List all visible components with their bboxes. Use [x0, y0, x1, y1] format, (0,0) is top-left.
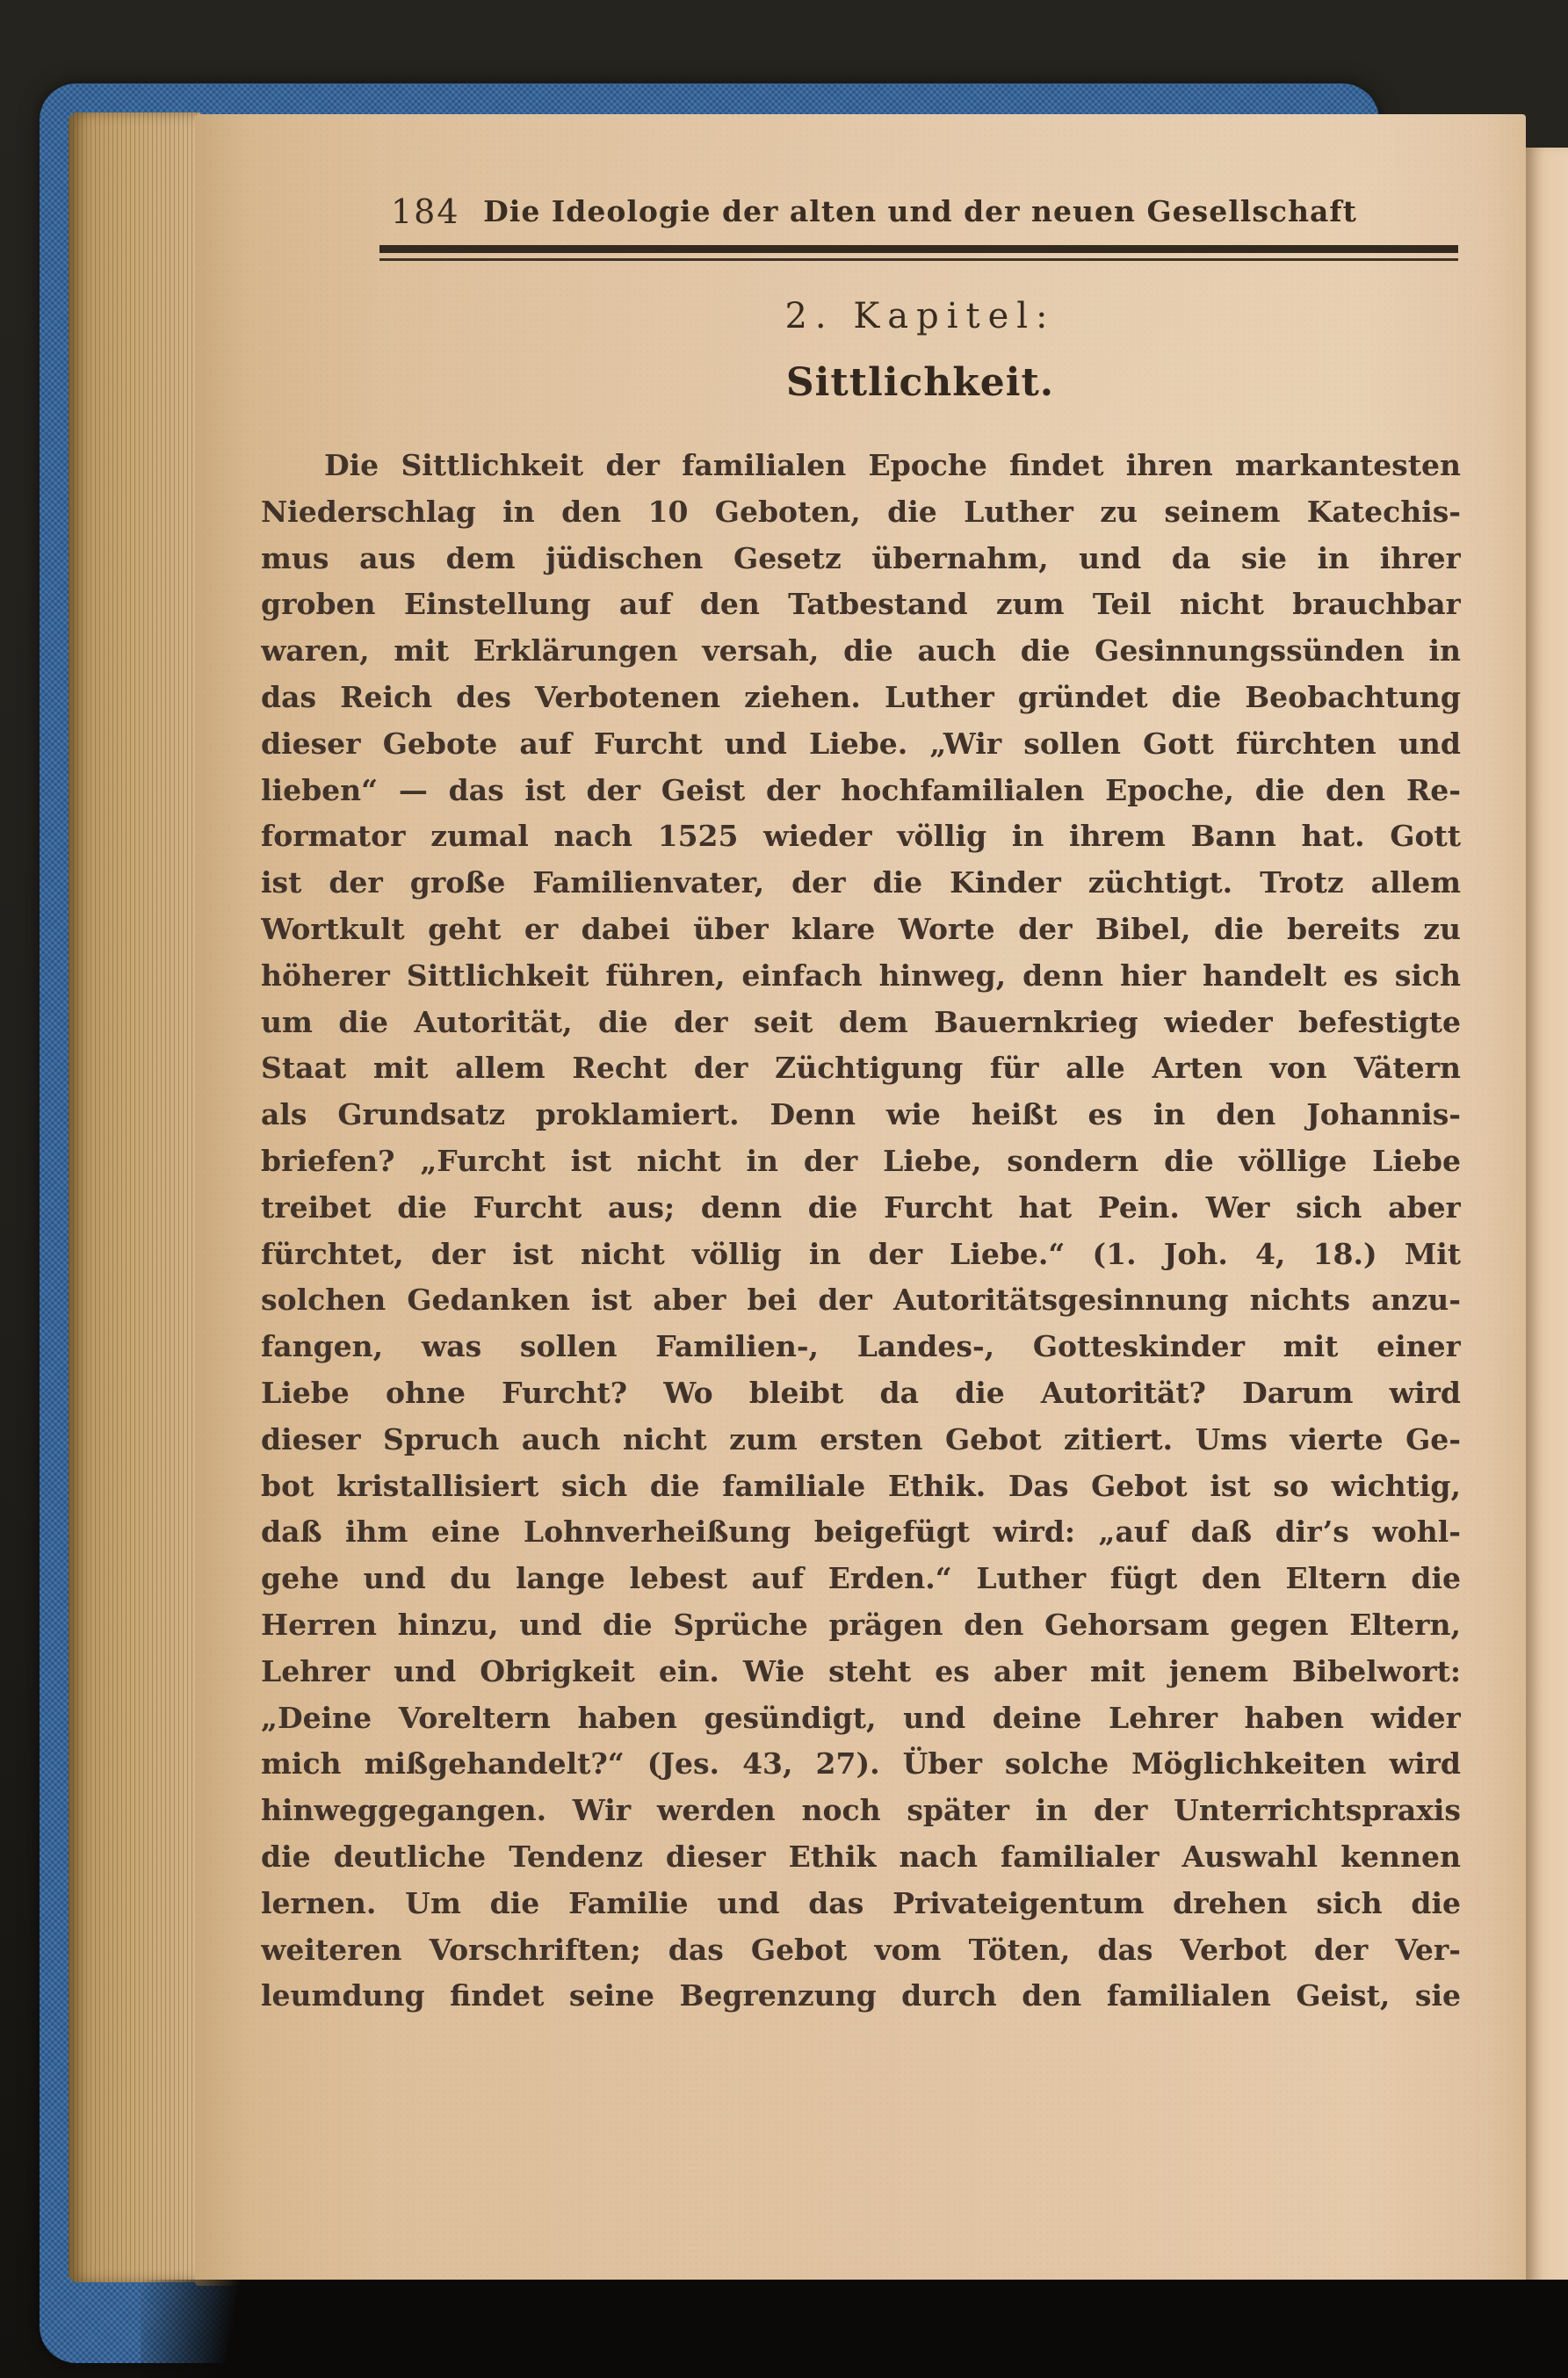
running-title: Die Ideologie der alten und der neuen Gesellschaft	[483, 194, 1357, 228]
gutter-page-sliver	[1526, 148, 1568, 2293]
paragraph-line: hinweggegangen. Wir werden noch später in der Unterrichtspraxis	[261, 1793, 1461, 1828]
header-rule-thick	[379, 245, 1458, 253]
paragraph-line: die deutliche Tendenz dieser Ethik nach familialer Auswahl kennen	[261, 1839, 1461, 1874]
paragraph-line: um die Autorität, die der seit dem Bauernkrieg wieder befestigte	[261, 1004, 1461, 1039]
paragraph-line: mich mißgehandelt?“ (Jes. 43, 27). Über solche Möglichkeiten wird	[261, 1746, 1461, 1782]
paragraph-line: briefen? „Furcht ist nicht in der Liebe, sondern die völlige Liebe	[261, 1143, 1461, 1178]
paragraph-line: waren, mit Erklärungen versah, die auch die Gesinnungssünden in	[261, 633, 1461, 669]
chapter-title: Sittlichkeit.	[785, 360, 1055, 405]
paragraph-line: Lehrer und Obrigkeit ein. Wie steht es aber mit jenem Bibelwort:	[261, 1653, 1461, 1688]
book-page	[195, 114, 1526, 2286]
page-edge-stack	[69, 112, 200, 2282]
paragraph-line: dieser Spruch auch nicht zum ersten Gebot zitiert. Ums vierte Ge-	[261, 1421, 1461, 1456]
paragraph-line: solchen Gedanken ist aber bei der Autoritätsgesinnung nichts anzu-	[261, 1283, 1461, 1318]
paragraph-line: höherer Sittlichkeit führen, einfach hinweg, denn hier handelt es sich	[261, 958, 1461, 993]
paragraph-line: groben Einstellung auf den Tatbestand zum Teil nicht brauchbar	[261, 587, 1461, 622]
paragraph-line: Staat mit allem Recht der Züchtigung für alle Arten von Vätern	[261, 1051, 1461, 1086]
paragraph-line: „Deine Voreltern haben gesündigt, und deine Lehrer haben wider	[261, 1700, 1461, 1735]
paragraph-line: mus aus dem jüdischen Gesetz übernahm, und da sie in ihrer	[261, 540, 1461, 575]
paragraph-line: Liebe ohne Furcht? Wo bleibt da die Autorität? Darum wird	[261, 1375, 1461, 1410]
page-bottom-shadow	[141, 2280, 1568, 2378]
header-rule-thin	[379, 258, 1458, 261]
paragraph-line: gehe und du lange lebest auf Erden.“ Luther fügt den Eltern die	[261, 1561, 1461, 1596]
paragraph-line: formator zumal nach 1525 wieder völlig in ihrem Bann hat. Gott	[261, 819, 1461, 854]
page-number: 184	[391, 192, 460, 231]
paragraph-line: als Grundsatz proklamiert. Denn wie heißt es in den Johannis-	[261, 1097, 1461, 1132]
paragraph-line: Wortkult geht er dabei über klare Worte der Bibel, die bereits zu	[261, 911, 1461, 946]
paragraph-line: treibet die Furcht aus; denn die Furcht hat Pein. Wer sich aber	[261, 1189, 1461, 1225]
paragraph-line: lieben“ — das ist der Geist der hochfamilialen Epoche, die den Re-	[261, 772, 1461, 807]
paragraph-line: lernen. Um die Familie und das Privateigentum drehen sich die	[261, 1885, 1461, 1920]
paragraph-line: leumdung findet seine Begrenzung durch den familialen Geist, sie	[261, 1978, 1461, 2013]
paragraph-line: weiteren Vorschriften; das Gebot vom Töten, das Verbot der Ver-	[261, 1932, 1461, 1967]
chapter-kicker: 2. Kapitel:	[784, 296, 1056, 336]
paragraph-line: bot kristallisiert sich die familiale Ethik. Das Gebot ist so wichtig,	[261, 1468, 1461, 1503]
paragraph-line: ist der große Familienvater, der die Kinder züchtigt. Trotz allem	[261, 865, 1461, 900]
paragraph-line: Niederschlag in den 10 Geboten, die Luther zu seinem Katechis-	[261, 494, 1461, 529]
paragraph-line: Herren hinzu, und die Sprüche prägen den Gehorsam gegen Eltern,	[261, 1607, 1461, 1642]
paragraph-line: fürchtet, der ist nicht völlig in der Liebe.“ (1. Joh. 4, 18.) Mit	[261, 1236, 1461, 1271]
body-text	[261, 443, 1461, 2020]
paragraph-line: dieser Gebote auf Furcht und Liebe. „Wir sollen Gott fürchten und	[261, 726, 1461, 761]
paragraph-line: daß ihm eine Lohnverheißung beigefügt wird: „auf daß dir’s wohl-	[261, 1514, 1461, 1550]
paragraph-line: fangen, was sollen Familien-, Landes-, Gotteskinder mit einer	[261, 1329, 1461, 1364]
paragraph-line: Die Sittlichkeit der familialen Epoche findet ihren markantesten	[324, 448, 1461, 482]
paragraph-line: das Reich des Verbotenen ziehen. Luther gründet die Beobachtung	[261, 679, 1461, 714]
